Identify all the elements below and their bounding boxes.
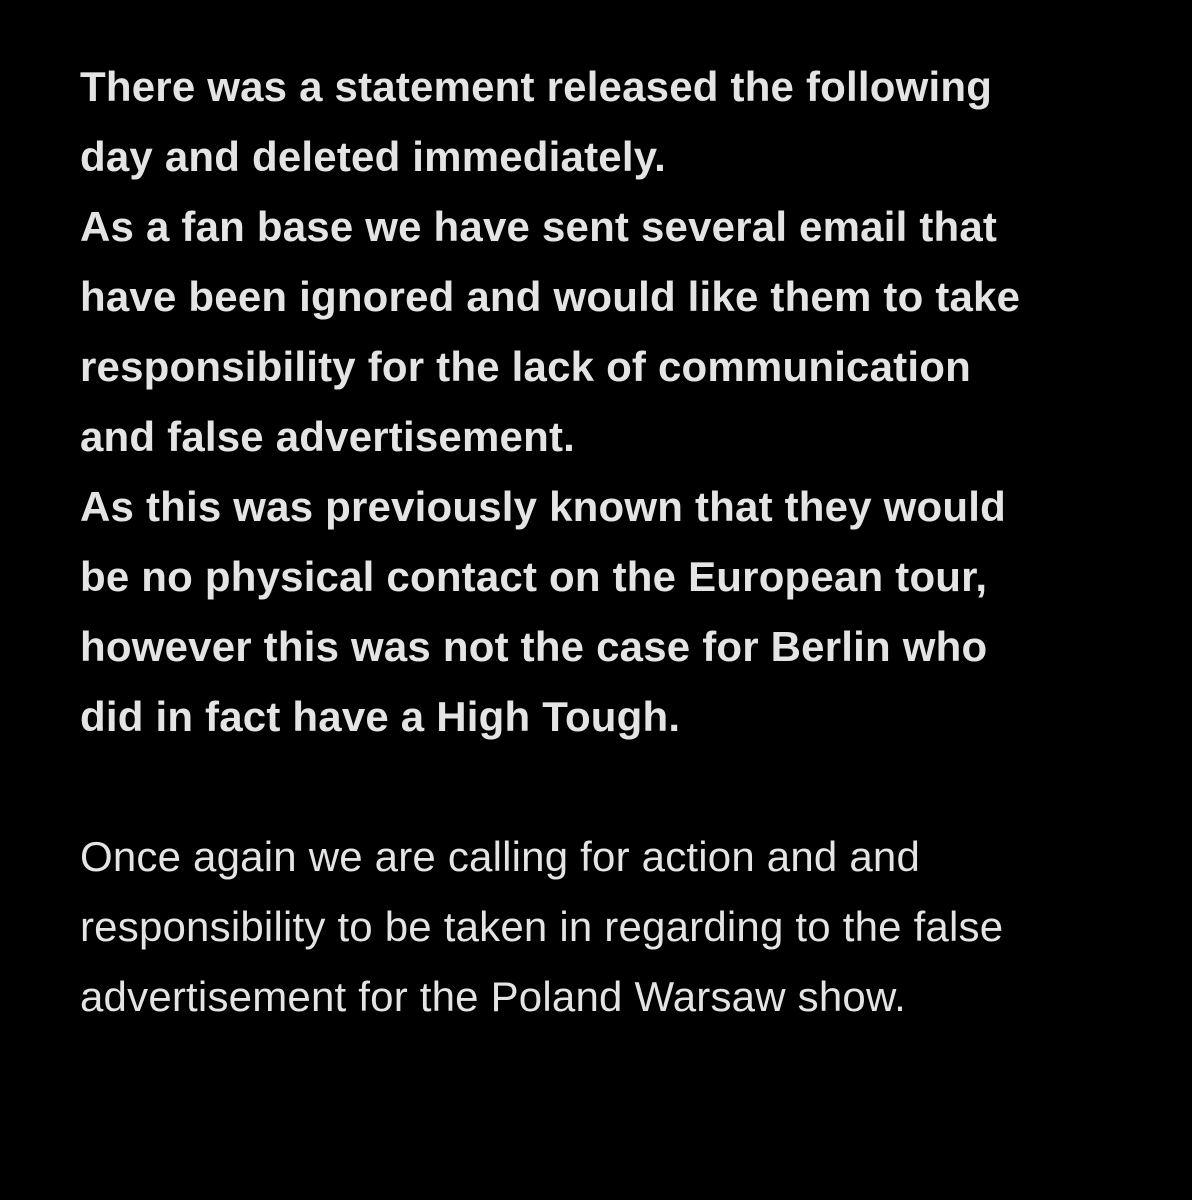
- note-line: be no physical contact on the European tour,: [80, 553, 988, 600]
- note-line: As a fan base we have sent several email that: [80, 203, 998, 250]
- note-line: and false advertisement.: [80, 413, 575, 460]
- note-line: Once again we are calling for action and and: [80, 833, 921, 880]
- note-text: [80, 52, 1140, 1032]
- note-line: day and deleted immediately.: [80, 133, 667, 180]
- note-line: There was a statement released the following: [80, 63, 993, 110]
- note-line: however this was not the case for Berlin who: [80, 623, 988, 670]
- note-paragraph-bold: [80, 52, 1140, 752]
- note-line: have been ignored and would like them to take: [80, 273, 1021, 320]
- note-line: advertisement for the Poland Warsaw show.: [80, 973, 907, 1020]
- note-line: responsibility to be taken in regarding to the false: [80, 903, 1004, 950]
- paragraph-gap: [80, 752, 1140, 822]
- note-paragraph-regular: [80, 822, 1140, 1032]
- note-line: responsibility for the lack of communication: [80, 343, 971, 390]
- note-line: did in fact have a High Tough.: [80, 693, 681, 740]
- note-line: As this was previously known that they would: [80, 483, 1006, 530]
